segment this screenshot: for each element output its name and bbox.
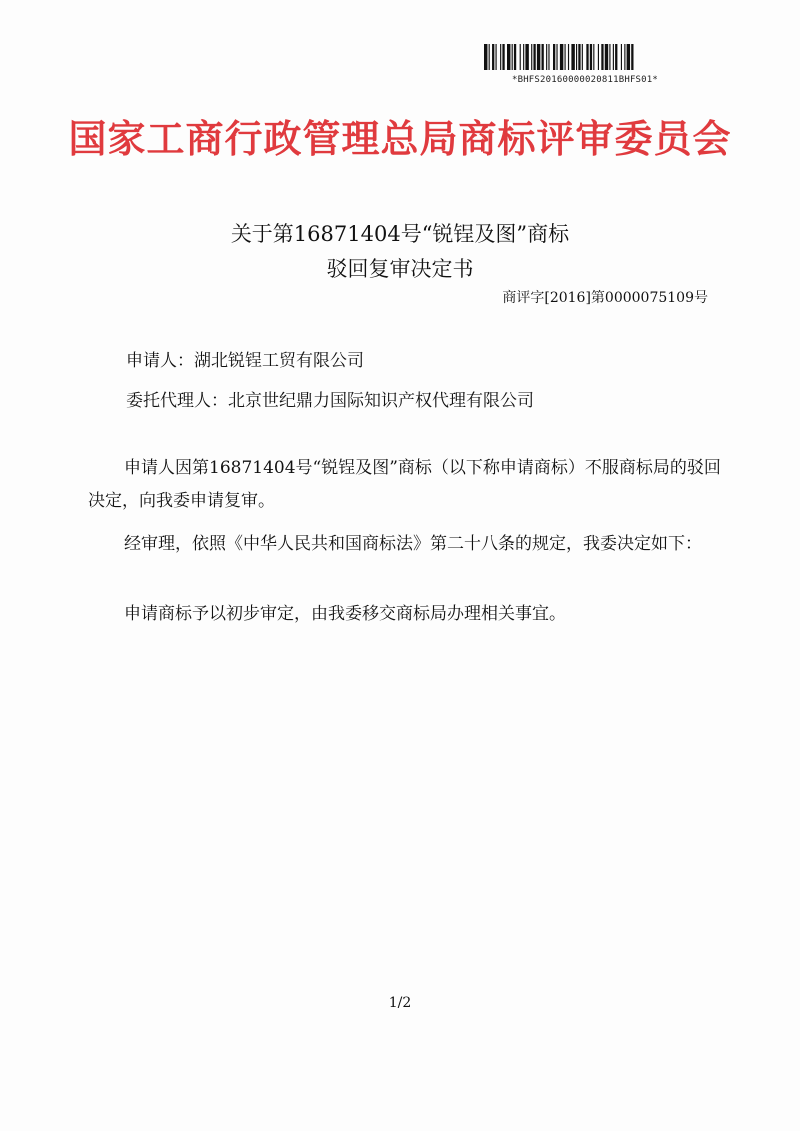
body-paragraph-2: 经审理，依照《中华人民共和国商标法》第二十八条的规定，我委决定如下：: [124, 534, 702, 554]
barcode-bar: [500, 44, 501, 70]
agent-line: 委托代理人：北京世纪鼎力国际知识产权代理有限公司: [126, 391, 534, 411]
barcode-bar: [502, 44, 504, 70]
barcode-bar: [492, 44, 494, 70]
barcode-bar: [560, 44, 563, 70]
barcode-bar: [613, 44, 614, 70]
barcode-bar: [576, 44, 577, 70]
barcode-bar: [627, 44, 630, 70]
barcode-bar: [582, 44, 583, 70]
barcode-bar: [556, 44, 557, 70]
barcode-bar: [565, 44, 566, 70]
barcode-bar: [624, 44, 625, 70]
barcode-bar: [609, 44, 610, 70]
barcode-bar: [601, 44, 603, 70]
barcode-bar: [568, 44, 569, 70]
barcode-bar: [615, 44, 617, 70]
barcode-bar: [571, 44, 574, 70]
applicant-line: 申请人：湖北锐锃工贸有限公司: [126, 351, 364, 371]
body-paragraph-3: 申请商标予以初步审定，由我委移交商标局办理相关事宜。: [124, 604, 566, 624]
body-paragraph-1: 申请人因第16871404号“锐锃及图”商标（以下称申请商标）不服商标局的驳回决定，向我委申请复审。: [88, 458, 721, 511]
barcode-bar: [531, 44, 532, 70]
page-number: 1/2: [388, 995, 412, 1011]
barcode-bar: [586, 44, 588, 70]
document-title-line1: 关于第16871404号“锐锃及图”商标: [230, 222, 570, 246]
barcode-bar: [533, 44, 535, 70]
document-title-line2: 驳回复审决定书: [326, 257, 474, 281]
barcode-bar: [484, 44, 487, 70]
barcode-bar: [621, 44, 622, 70]
barcode-bar: [512, 44, 513, 70]
barcode-bar: [520, 44, 521, 70]
barcode-bar: [514, 44, 516, 70]
barcode-caption: *BHFS20160000020811BHFS01*: [511, 75, 659, 85]
barcode-bar: [598, 44, 599, 70]
organization-header: 国家工商行政管理总局商标评审委员会: [68, 117, 732, 161]
barcode-bar: [542, 44, 544, 70]
barcode-bar: [553, 44, 555, 70]
barcode-bar: [593, 44, 594, 70]
barcode-bar: [546, 44, 547, 70]
barcode-bar: [523, 44, 524, 70]
barcode-bar: [548, 44, 549, 70]
barcode-bar: [525, 44, 528, 70]
barcode-bar: [605, 44, 608, 70]
barcode-bar: [507, 44, 510, 70]
barcode-bar: [489, 44, 490, 70]
barcode-icon: [484, 44, 684, 70]
barcode: [480, 44, 690, 85]
barcode-bar: [590, 44, 592, 70]
barcode-bar: [537, 44, 540, 70]
barcode-bar: [496, 44, 497, 70]
reference-number: 商评字[2016]第0000075109号: [502, 290, 708, 306]
barcode-bar: [631, 44, 633, 70]
barcode-bar: [578, 44, 580, 70]
